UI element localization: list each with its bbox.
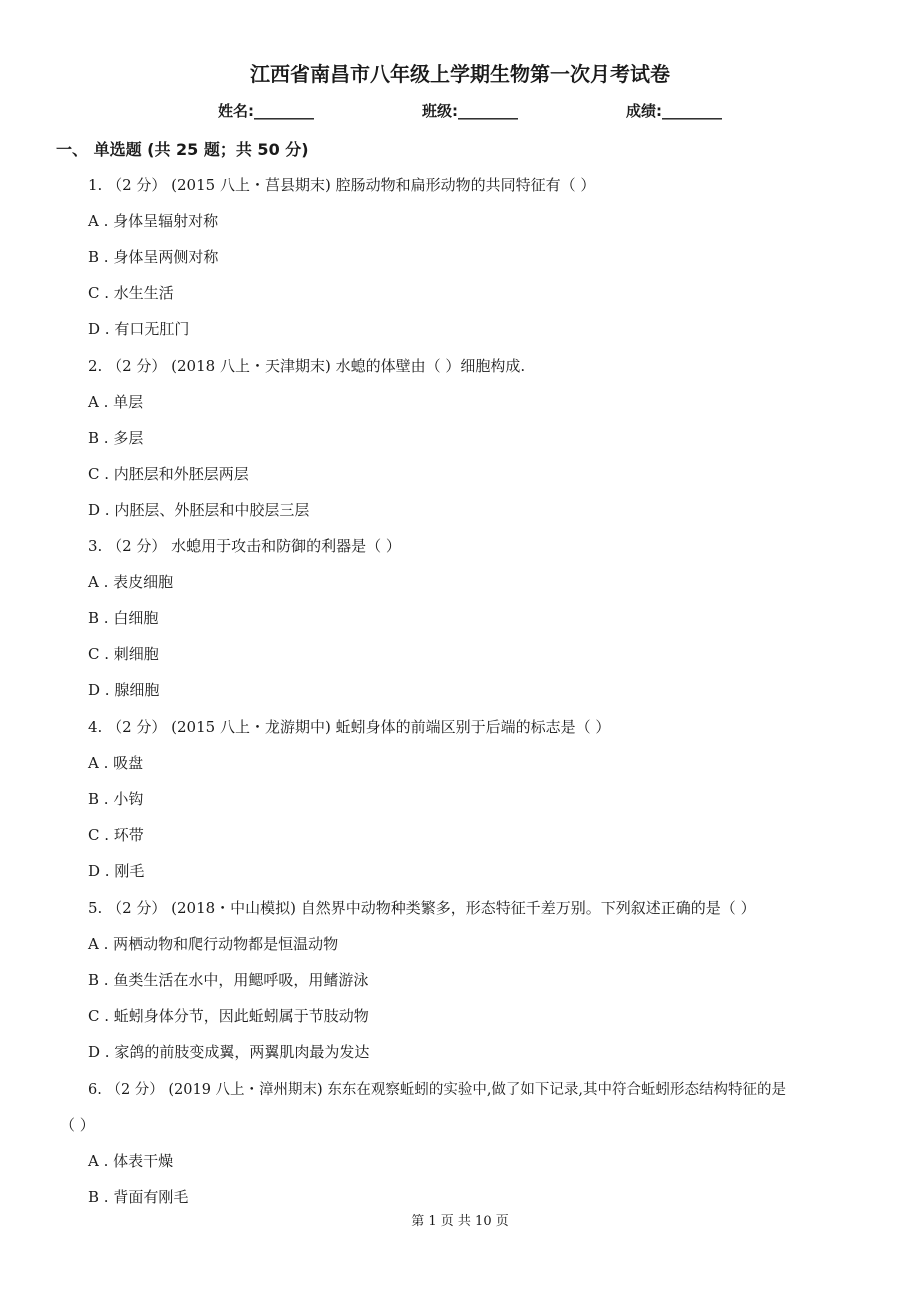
question-4-option-d: D . 刚毛	[88, 862, 145, 880]
question-1: 1. （2 分） (2015 八上・莒县期末) 腔肠动物和扁形动物的共同特征有（ ）	[88, 176, 596, 194]
question-6-option-a: A . 体表干燥	[88, 1152, 174, 1170]
question-4-option-c: C . 环带	[88, 826, 144, 844]
class-field: 班级:________	[422, 102, 518, 120]
question-2-option-d: D . 内胚层、外胚层和中胶层三层	[88, 501, 310, 519]
question-1-option-b: B . 身体呈两侧对称	[88, 248, 219, 266]
question-2-option-a: A . 单层	[88, 393, 144, 411]
question-2: 2. （2 分） (2018 八上・天津期末) 水螅的体壁由（ ）细胞构成.	[88, 357, 526, 375]
question-6-continuation: （ ）	[60, 1116, 95, 1134]
question-4-option-b: B . 小钩	[88, 790, 144, 808]
question-3-option-c: C . 刺细胞	[88, 645, 159, 663]
question-4: 4. （2 分） (2015 八上・龙游期中) 蚯蚓身体的前端区别于后端的标志是（ ）	[88, 718, 611, 736]
question-5-option-a: A . 两栖动物和爬行动物都是恒温动物	[88, 935, 339, 953]
question-2-option-c: C . 内胚层和外胚层两层	[88, 465, 249, 483]
question-5-option-d: D . 家鸽的前肢变成翼，两翼肌肉最为发达	[88, 1043, 370, 1061]
question-5-option-c: C . 蚯蚓身体分节，因此蚯蚓属于节肢动物	[88, 1007, 369, 1025]
score-field: 成绩:________	[626, 102, 722, 120]
question-1-option-d: D . 有口无肛门	[88, 320, 190, 338]
question-5: 5. （2 分） (2018・中山模拟) 自然界中动物种类繁多，形态特征千差万别。下列叙述正确的是（ ）	[88, 899, 756, 917]
question-1-option-a: A . 身体呈辐射对称	[88, 212, 219, 230]
question-5-option-b: B . 鱼类生活在水中，用鳃呼吸，用鳍游泳	[88, 971, 369, 989]
name-field: 姓名:________	[218, 102, 314, 120]
question-6: 6. （2 分） (2019 八上・漳州期末) 东东在观察蚯蚓的实验中,做了如下记录,其中符合蚯蚓形态结构特征的是	[88, 1082, 787, 1098]
question-3-option-b: B . 白细胞	[88, 609, 159, 627]
question-4-option-a: A . 吸盘	[88, 754, 144, 772]
question-1-option-c: C . 水生生活	[88, 284, 174, 302]
question-3-option-d: D . 腺细胞	[88, 681, 160, 699]
page-footer: 第 1 页 共 10 页	[411, 1214, 509, 1229]
question-6-option-b: B . 背面有刚毛	[88, 1188, 189, 1206]
question-3-option-a: A . 表皮细胞	[88, 573, 174, 591]
question-3: 3. （2 分） 水螅用于攻击和防御的利器是（ ）	[88, 537, 401, 555]
section-heading: 一、 单选题 (共 25 题；共 50 分)	[56, 140, 309, 159]
question-2-option-b: B . 多层	[88, 429, 144, 447]
document-title: 江西省南昌市八年级上学期生物第一次月考试卷	[250, 62, 670, 86]
